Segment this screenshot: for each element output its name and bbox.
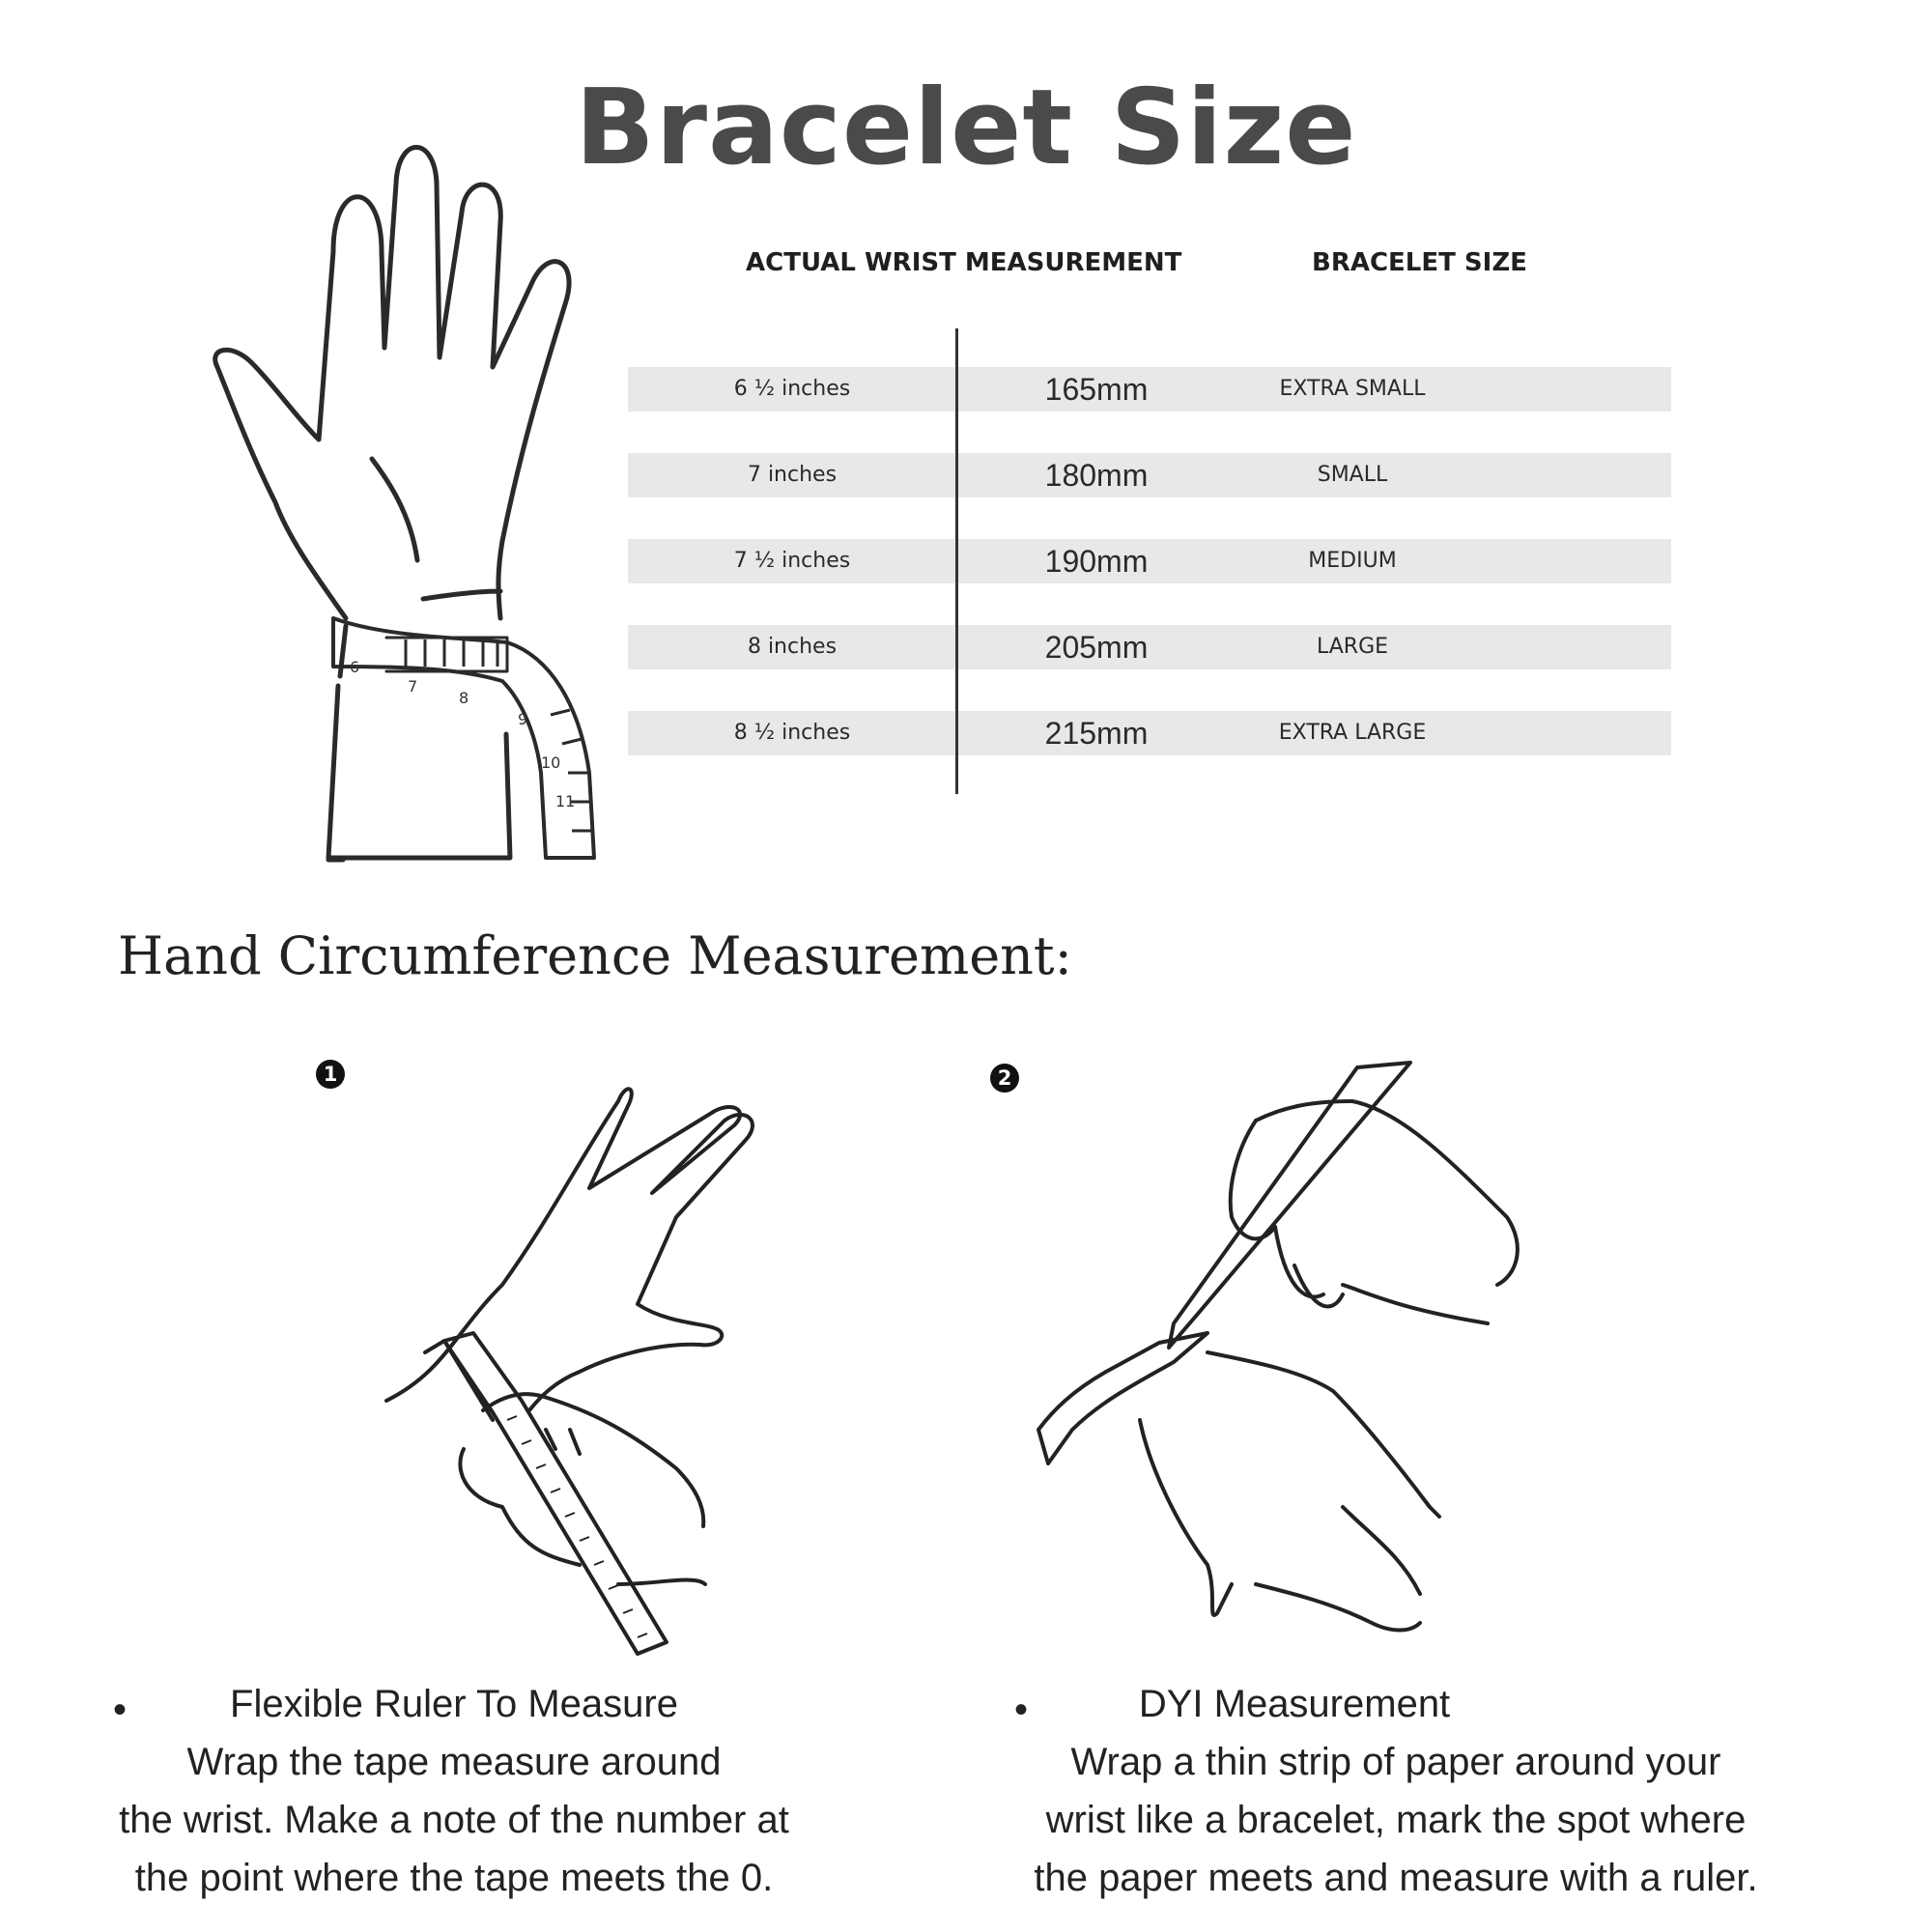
row-inches: 7 inches: [747, 463, 838, 487]
row-size: EXTRA SMALL: [1279, 377, 1426, 401]
tape-number: 11: [555, 792, 576, 810]
tape-number: 6: [350, 658, 360, 676]
size-row: [628, 539, 1671, 583]
row-inches: 7 ½ inches: [733, 549, 851, 573]
step-2-line: wrist like a bracelet, mark the spot where: [1045, 1799, 1747, 1841]
step-2-line: Wrap a thin strip of paper around your: [1070, 1741, 1721, 1783]
tape-number: 10: [541, 753, 561, 772]
table-divider: [955, 328, 958, 794]
row-inches: 6 ½ inches: [733, 377, 851, 401]
step-1-line: the point where the tape meets the 0.: [134, 1857, 774, 1899]
row-mm: 215mm: [1044, 716, 1149, 751]
step-2-badge: 2: [990, 1064, 1019, 1093]
page-title: Bracelet Size: [575, 68, 1357, 188]
section-title: Hand Circumference Measurement:: [118, 925, 1072, 986]
step-1-line: the wrist. Make a note of the number at: [119, 1799, 789, 1841]
tape-number: 9: [518, 710, 528, 728]
row-size: MEDIUM: [1308, 549, 1397, 573]
size-row: [628, 367, 1671, 412]
row-size: SMALL: [1317, 463, 1388, 487]
row-mm: 165mm: [1044, 372, 1149, 407]
row-size: LARGE: [1316, 635, 1389, 659]
step-1-bullet: •: [113, 1689, 128, 1731]
step-2-bullet: •: [1014, 1689, 1029, 1731]
column-header-size: BRACELET SIZE: [1312, 248, 1527, 277]
row-inches: 8 ½ inches: [733, 721, 851, 745]
column-header-measurement: ACTUAL WRIST MEASUREMENT: [746, 248, 1182, 277]
size-row: [628, 453, 1671, 497]
tape-number: 7: [408, 677, 418, 696]
size-row: [628, 625, 1671, 669]
step-1-badge: 1: [316, 1060, 345, 1089]
row-inches: 8 inches: [747, 635, 838, 659]
step-2-heading: DYI Measurement: [1138, 1683, 1451, 1725]
row-size: EXTRA LARGE: [1278, 721, 1427, 745]
step-2-line: the paper meets and measure with a ruler.: [1034, 1857, 1758, 1899]
row-mm: 205mm: [1044, 630, 1149, 665]
step-1-heading: Flexible Ruler To Measure: [230, 1683, 678, 1725]
tape-number: 8: [459, 689, 469, 707]
row-mm: 180mm: [1044, 458, 1149, 493]
row-mm: 190mm: [1044, 544, 1149, 579]
step-1-line: Wrap the tape measure around: [186, 1741, 722, 1783]
size-row: [628, 711, 1671, 755]
